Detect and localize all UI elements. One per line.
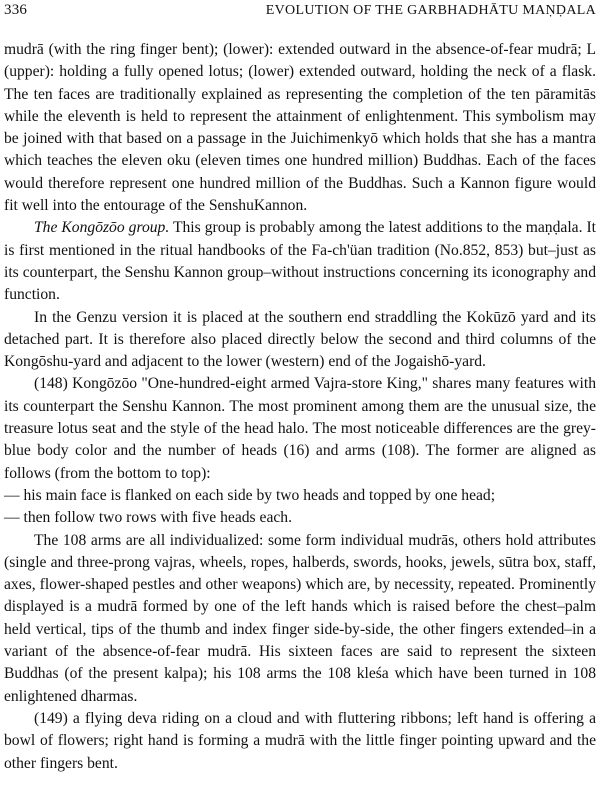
section-heading: The Kongōzōo group. xyxy=(34,219,170,237)
paragraph-text: (149) a flying deva riding on a cloud and with fluttering ribbons; left hand is offering a bowl of flowers; right hand is forming a mudrā with the little finger pointing upward and the other fingers bent. xyxy=(4,709,596,772)
running-head: EVOLUTION OF THE GARBHADHĀTU MAṆḌALA xyxy=(265,3,596,18)
paragraph-text: (148) Kongōzōo "One-hundred-eight armed Vajra-store King," shares many features with its counterpart the Senshu Kannon. The most prominent among them are the unusual size, the treasure lotus seat and the style of the head halo. The most noticeable differences are the grey-blue body color and the number of heads (16) and arms (108). The former are aligned as follows (from the bottom to top): xyxy=(4,375,596,482)
body-text xyxy=(4,39,596,775)
list-item xyxy=(4,507,596,529)
list-item-text: — his main face is flanked on each side by two heads and topped by one head; xyxy=(4,486,496,504)
page-header xyxy=(4,0,596,22)
page-number: 336 xyxy=(4,2,28,18)
paragraph-text: mudrā (with the ring finger bent); (lower): extended outward in the absence-of-fear mudrā; L (upper): holding a fully opened lotus; (lower) extended outward, holding the neck of a flask. The ten faces are traditionally explained as representing the completion of the ten pāramitās while the eleventh is held to represent the attainment of enlightenment. This symbolism may be joined with that based on a passage in the Juichimenkyō which holds that she has a mantra which teaches the eleven oku (eleven times one hundred million) Buddhas. Each of the faces would therefore represent one hundred million of the Buddhas. Such a Kannon figure would fit well into the entourage of the SenshuKannon. xyxy=(4,41,596,215)
list-item xyxy=(4,485,596,507)
book-page xyxy=(4,0,596,796)
paragraph-text: The 108 arms are all individualized: some form individual mudrās, others hold attributes (single and three-prong vajras, wheels, ropes, halberds, swords, hooks, jewels, sūtra box, staff, axes, flower-shaped pestles and other weapons) which are, by necessity, repeated. Prominently displayed is a mudrā formed by one of the left hands which is raised before the chest–palm held vertical, tips of the thumb and index finger side-by-side, the other fingers extended–in a variant of the absence-of-fear mudrā. His sixteen faces are said to represent the sixteen Buddhas (of the present kalpa); his 108 arms the 108 kleśa which have been turned in 108 enlightened dharmas. xyxy=(4,531,596,705)
list-item-text: — then follow two rows with five heads each. xyxy=(4,509,292,527)
paragraph xyxy=(4,530,596,708)
paragraph xyxy=(4,307,596,374)
paragraph xyxy=(4,708,596,775)
paragraph xyxy=(4,373,596,484)
paragraph-text: This group is probably among the latest additions to the maṇḍala. It is first mentioned in the ritual handbooks of the Fa-ch'üan tradition (No.852, 853) but–just as its counterpart, the Senshu Kannon group–without instructions concerning its iconography and function. xyxy=(4,219,597,304)
paragraph xyxy=(4,39,596,217)
paragraph xyxy=(4,217,596,306)
paragraph-text: In the Genzu version it is placed at the southern end straddling the Kokūzō yard and its detached part. It is therefore also placed directly below the second and third columns of the Kongōshu-yard and adjacent to the lower (western) end of the Jogaishō-yard. xyxy=(4,308,596,371)
